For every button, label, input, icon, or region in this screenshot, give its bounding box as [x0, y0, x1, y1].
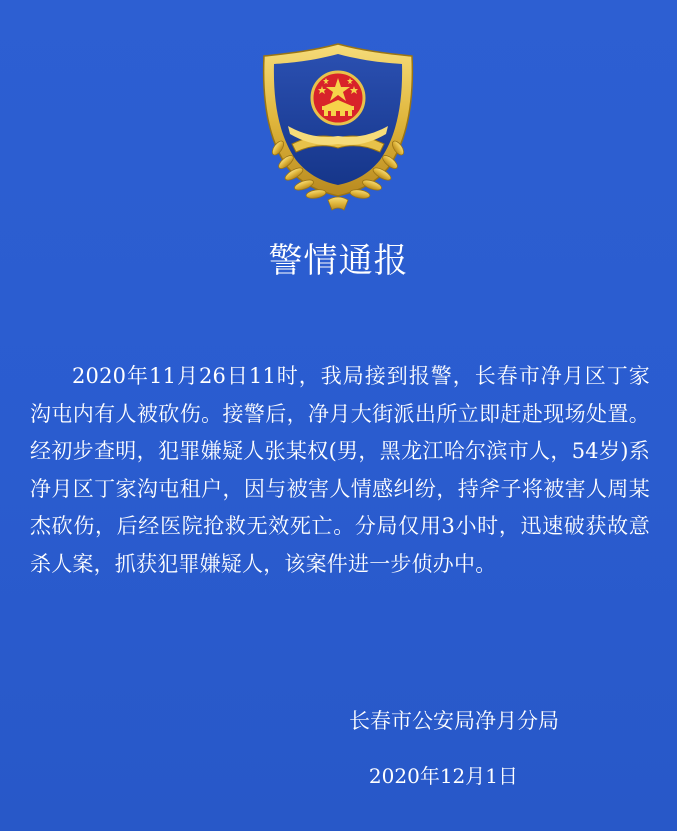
notice-body: 2020年11月26日11时，我局接到报警，长春市净月区丁家沟屯内有人被砍伤。接警后，净月大街派出所立即赶赴现场处置。经初步查明，犯罪嫌疑人张某权(男，黑龙江哈尔滨市人，54岁)系净月区丁家沟屯租户，因与被害人情感纠纷，持斧子将被害人周某杰砍伤，后经医院抢救无效死亡。分局仅用3小时，迅速破获故意杀人案，抓获犯罪嫌疑人，该案件进一步侦办中。 [30, 364, 650, 576]
issuer-signature: 长春市公安局净月分局 [349, 709, 559, 733]
issue-date: 2020年12月1日 [368, 764, 518, 788]
police-emblem-icon [258, 40, 418, 216]
notice-title: 警情通报 [268, 241, 409, 281]
